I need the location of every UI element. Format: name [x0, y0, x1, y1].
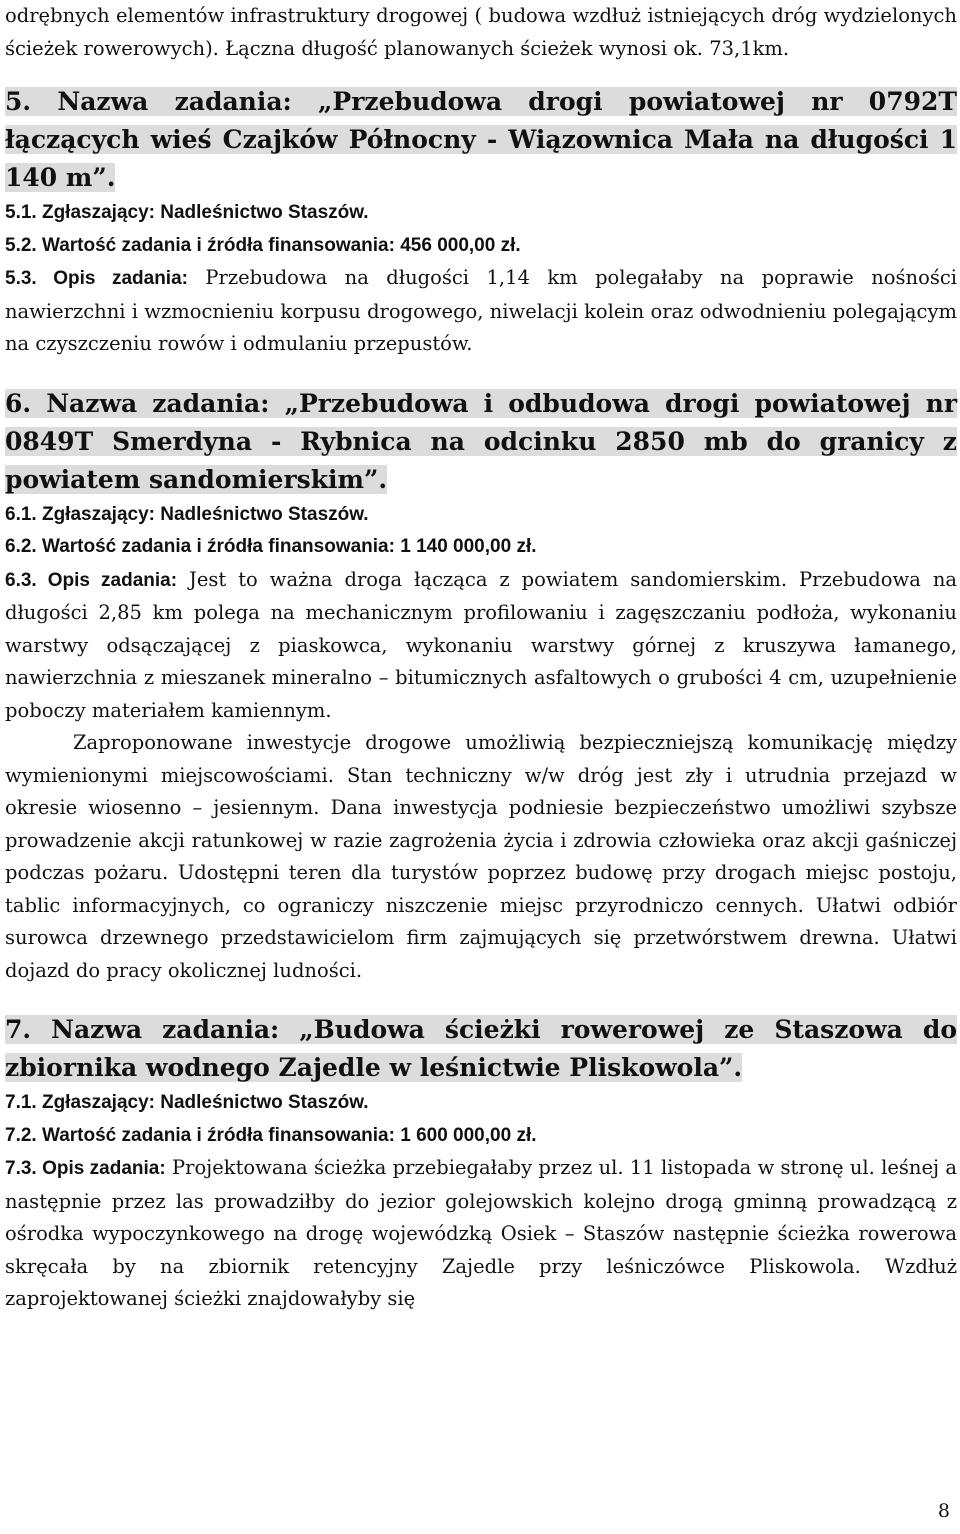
spacer: [5, 987, 957, 1011]
section-7-value: 7.2. Wartość zadania i źródła finansowania: 1 600 000,00 zł.: [5, 1124, 537, 1146]
section-6-applicant: 6.1. Zgłaszający: Nadleśnictwo Staszów.: [5, 503, 369, 525]
section-6-summary: Zaproponowane inwestycje drogowe umożliwią bezpieczniejszą komunikację między wymienionymi miejscowościami. Stan techniczny w/w dróg jest zły i utrudnia przejazd w okresie wiosenno – jesiennym. Dana inwestycja podniesie bezpieczeństwo umożliwi szybsze prowadzenie akcji ratunkowej w razie zagrożenia życia i zdrowia człowieka oraz akcji gaśniczej podczas pożaru. Udostępni teren dla turystów poprzez budowę przy drogach miejsc postoju, tablic informacyjnych, co ograniczy niszczenie miejsc przyrodniczo cennych. Ułatwi odbiór surowca drzewnego przedstawicielom firm zajmujących się przetwórstwem drewna. Ułatwi dojazd do pracy okolicznej ludności.: [5, 731, 957, 982]
section-7-desc-text: Projektowana ścieżka przebiegałaby przez ul. 11 listopada w stronę ul. leśnej a następnie przez las prowadziłby do jezior golejowskich kolejno drogą gminną prowadzącą z ośrodka wypoczynkowego na drogę wojewódzką Osiek – Staszów następnie ścieżka rowerowa skręcała by na zbiornik retencyjny Zajedle przy leśniczówce Pliskowola. Wzdłuż zaprojektowanej ścieżki znajdowałyby się: [5, 1156, 957, 1310]
section-5-desc-label: 5.3. Opis zadania:: [5, 268, 188, 289]
section-6-description: [5, 564, 957, 728]
spacer: [5, 361, 957, 385]
section-7-description: [5, 1152, 957, 1316]
section-6-desc-label: 6.3. Opis zadania:: [5, 569, 178, 591]
section-5-value: 5.2. Wartość zadania i źródła finansowania: 456 000,00 zł.: [5, 234, 521, 256]
section-6-title: [5, 385, 957, 499]
section-7-desc-label: 7.3. Opis zadania:: [5, 1158, 166, 1179]
section-5-desc-text: Przebudowa na długości 1,14 km polegałaby na poprawie nośności nawierzchni i wzmocnieniu korpusu drogowego, niwelacji kolein oraz odwodnieniu polegającym na czyszczeniu rowów i odmulaniu przepustów.: [5, 266, 957, 355]
section-7-title: [5, 1011, 957, 1087]
section-6-title-text: 6. Nazwa zadania: „Przebudowa i odbudowa drogi powiatowej nr 0849T Smerdyna - Rybnica na odcinku 2850 mb do granicy z powiatem sandomierskim”.: [5, 388, 957, 494]
section-6-value: 6.2. Wartość zadania i źródła finansowania: 1 140 000,00 zł.: [5, 536, 537, 557]
section-5-applicant: 5.1. Zgłaszający: Nadleśnictwo Staszów.: [5, 202, 369, 223]
section-7-title-text: 7. Nazwa zadania: „Budowa ścieżki rowerowej ze Staszowa do zbiornika wodnego Zajedle w leśnictwie Pliskowola”.: [5, 1015, 957, 1082]
spacer: [5, 65, 957, 83]
section-5-title: [5, 83, 957, 197]
document-page: [5, 0, 957, 1316]
section-5-description: [5, 262, 957, 361]
page-number: 8: [937, 1500, 950, 1522]
intro-paragraph: odrębnych elementów infrastruktury drogowej ( budowa wzdłuż istniejących dróg wydzielonych ścieżek rowerowych). Łączna długość planowanych ścieżek wynosi ok. 73,1km.: [5, 4, 957, 60]
section-5-title-text: 5. Nazwa zadania: „Przebudowa drogi powiatowej nr 0792T łączących wieś Czajków Północny - Wiązownica Mała na długości 1 140 m”.: [5, 87, 957, 192]
section-6-desc-text: Jest to ważna droga łącząca z powiatem sandomierskim. Przebudowa na długości 2,85 km polega na mechanicznym profilowaniu i zagęszczaniu podłoża, wykonaniu warstwy odsączającej z piaskowca, wykonaniu warstwy górnej z kruszywa łamanego, nawierzchnia z mieszanek mineralno – bitumicznych asfaltowych o grubości 4 cm, uzupełnienie poboczy materiałem kamiennym.: [5, 567, 958, 722]
section-7-applicant: 7.1. Zgłaszający: Nadleśnictwo Staszów.: [5, 1092, 369, 1113]
